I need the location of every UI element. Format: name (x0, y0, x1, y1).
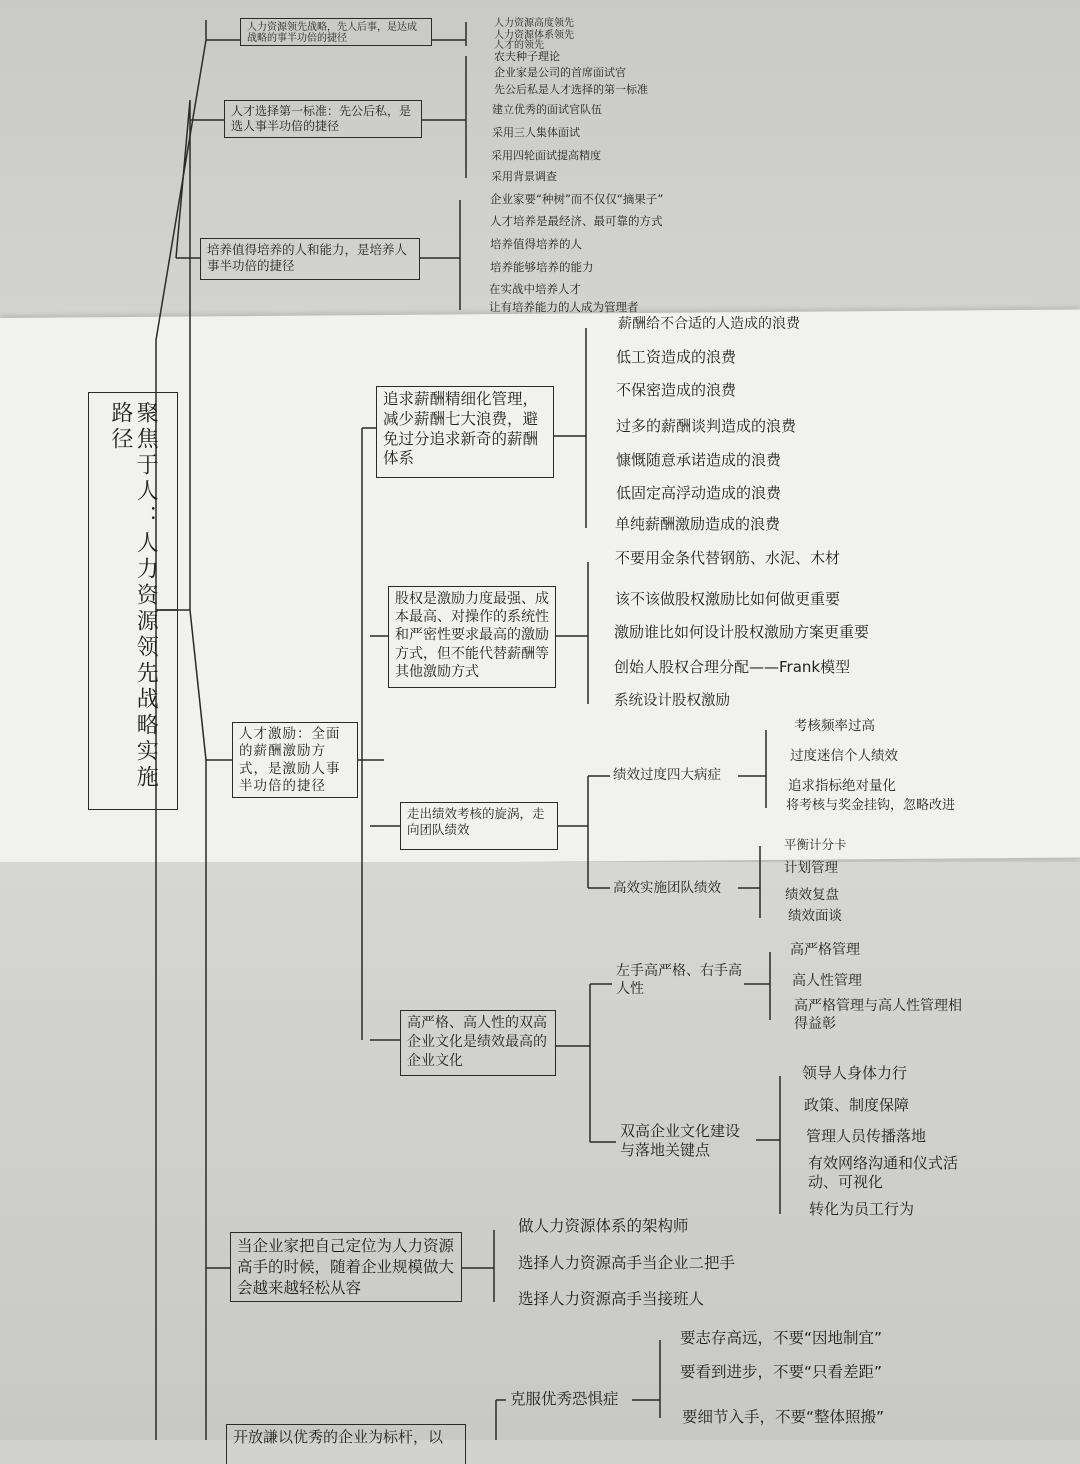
sub-node: 左手高严格、右手高人性 (616, 963, 742, 997)
leaf: 人才培养是最经济、最可靠的方式 (490, 214, 663, 228)
leaf: 追求指标绝对量化 (788, 778, 896, 794)
leaf: 激励谁比如何设计股权激励方案更重要 (614, 623, 870, 641)
leaf: 政策、制度保障 (804, 1096, 910, 1114)
leaf: 做人力资源体系的架构师 (518, 1217, 689, 1235)
branch-entrepreneur (230, 1232, 462, 1302)
leaf: 低固定高浮动造成的浪费 (616, 484, 782, 502)
leaf: 要细节入手，不要“整体照搬” (682, 1408, 885, 1426)
leaf: 领导人身体力行 (802, 1064, 908, 1082)
leaf: 人力资源体系领先 (494, 30, 574, 41)
sub-node: 高效实施团队绩效 (613, 880, 721, 896)
leaf: 该不该做股权激励比如何做更重要 (615, 590, 841, 608)
leaf: 绩效面谈 (788, 908, 842, 924)
leaf: 系统设计股权激励 (614, 693, 730, 709)
sub-branch-equity (388, 586, 556, 688)
branch-entrepreneur-title: 当企业家把自己定位为人力资源高手的时候，随着企业规模做大会越来越轻松从容 (237, 1237, 455, 1297)
sub-branch-salary (376, 386, 554, 478)
sub-branch-performance-title: 走出绩效考核的旋涡，走向团队绩效 (407, 806, 545, 837)
sub-branch-salary-title: 追求薪酬精细化管理，减少薪酬七大浪费，避免过分追求新奇的薪酬体系 (383, 390, 539, 468)
leaf: 人才的领先 (494, 40, 544, 51)
leaf: 不要用金条代替钢筋、水泥、木材 (615, 549, 841, 567)
leaf: 高严格管理 (790, 942, 860, 958)
branch-selection-title: 人才选择第一标准：先公后私，是选人事半功倍的捷径 (231, 104, 412, 134)
leaf: 过多的薪酬谈判造成的浪费 (616, 417, 797, 435)
sub-node: 克服优秀恐惧症 (510, 1390, 619, 1408)
leaf: 转化为员工行为 (809, 1200, 915, 1218)
leaf: 单纯薪酬激励造成的浪费 (615, 515, 781, 533)
leaf: 让有培养能力的人成为管理者 (489, 300, 639, 314)
leaf: 农夫种子理论 (494, 50, 560, 63)
leaf: 平衡计分卡 (784, 837, 847, 852)
branch-training-title: 培养值得培养的人和能力，是培养人事半功倍的捷径 (207, 242, 408, 273)
leaf: 建立优秀的面试官队伍 (492, 103, 602, 116)
leaf: 高严格管理与高人性管理相得益彰 (794, 998, 962, 1032)
branch-incentive-title: 人才激励：全面的薪酬激励方式，是激励人事半功倍的捷径 (239, 726, 341, 794)
leaf: 将考核与奖金挂钩，忽略改进 (786, 798, 956, 813)
branch-strategy-title: 人力资源领先战略，先人后事，是达成战略的事半功倍的捷径 (247, 22, 417, 44)
leaf: 选择人力资源高手当接班人 (518, 1290, 705, 1308)
leaf: 薪酬给不合适的人造成的浪费 (618, 316, 800, 332)
sub-branch-culture-title: 高严格、高人性的双高企业文化是绩效最高的企业文化 (407, 1015, 547, 1069)
sub-branch-culture (400, 1010, 556, 1076)
leaf: 管理人员传播落地 (806, 1127, 927, 1145)
leaf: 企业家要“种树”而不仅仅“摘果子” (490, 192, 664, 206)
sub-branch-equity-title: 股权是激励力度最强、成本最高、对操作的系统性和严密性要求最高的激励方式，但不能代替薪酬等其他激励方式 (395, 591, 549, 680)
leaf: 低工资造成的浪费 (616, 348, 737, 366)
leaf: 培养能够培养的能力 (490, 260, 594, 274)
branch-strategy (240, 18, 432, 46)
branch-benchmark (226, 1424, 466, 1464)
leaf: 培养值得培养的人 (490, 237, 582, 251)
leaf: 选择人力资源高手当企业二把手 (518, 1254, 736, 1272)
branch-benchmark-title: 开放謙以优秀的企业为标杆，以 (233, 1428, 444, 1446)
branch-incentive (232, 722, 358, 798)
leaf: 计划管理 (784, 860, 838, 876)
leaf: 采用背景调查 (491, 170, 557, 183)
root-title: 聚焦于人：人力资源领先战略实施路径 (108, 401, 159, 791)
leaf: 企业家是公司的首席面试官 (494, 66, 626, 79)
leaf: 要志存高远，不要“因地制宜” (680, 1329, 883, 1347)
root-node (88, 392, 178, 810)
leaf: 不保密造成的浪费 (616, 381, 737, 399)
leaf: 人力资源高度领先 (494, 18, 574, 29)
sub-node: 绩效过度四大病症 (613, 767, 721, 783)
leaf: 在实战中培养人才 (489, 282, 581, 296)
leaf: 要看到进步，不要“只看差距” (680, 1363, 883, 1381)
leaf: 绩效复盘 (785, 887, 839, 903)
leaf: 过度迷信个人绩效 (790, 748, 898, 764)
leaf: 考核频率过高 (794, 718, 875, 734)
leaf: 采用四轮面试提高精度 (491, 149, 601, 162)
leaf: 有效网络沟通和仪式活动、可视化 (808, 1154, 959, 1191)
branch-training (200, 238, 420, 280)
leaf: 采用三人集体面试 (492, 126, 580, 139)
leaf: 慷慨随意承诺造成的浪费 (616, 451, 782, 469)
leaf: 创始人股权合理分配——Frank模型 (614, 658, 851, 676)
leaf: 高人性管理 (792, 973, 862, 989)
branch-selection (224, 100, 422, 138)
leaf: 先公后私是人才选择的第一标准 (494, 83, 648, 96)
sub-branch-performance (400, 802, 558, 850)
sub-node: 双高企业文化建设与落地关键点 (620, 1122, 741, 1159)
